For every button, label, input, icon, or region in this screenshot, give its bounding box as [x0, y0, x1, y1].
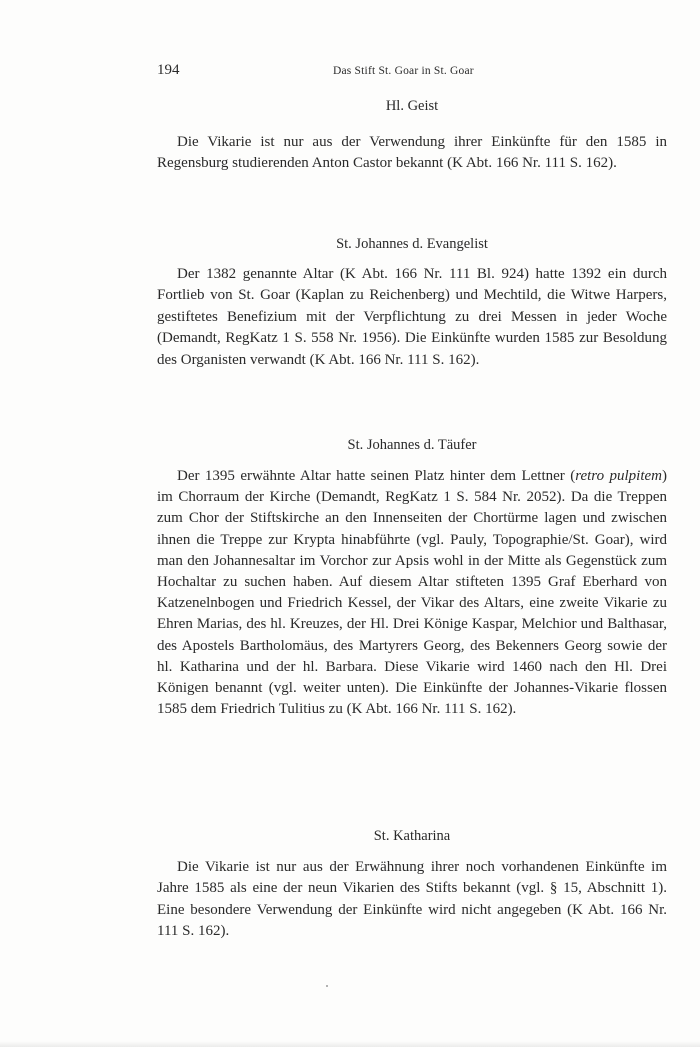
paragraph-text-start: Der 1395 erwähnte Altar hatte seinen Platz hinter dem Lettner ( [177, 468, 576, 484]
running-title: Das Stift St. Goar in St. Goar [333, 65, 474, 77]
section-heading-johannes-taeufer: St. Johannes d. Täufer [347, 437, 477, 453]
latin-phrase: retro pulpitem [575, 468, 662, 484]
section-heading-katharina: St. Katharina [373, 828, 451, 844]
paragraph-hl-geist: Die Vikarie ist nur aus der Verwendung ihrer Einkünfte für den 1585 in Regensburg studierenden Anton Castor bekannt (K Abt. 166 Nr. 111 S. 162). [157, 134, 667, 172]
paragraph-katharina: Die Vikarie ist nur aus der Erwähnung ihrer noch vorhandenen Einkünfte im Jahre 1585 als eine der neun Vikarien des Stifts bekannt (vgl. § 15, Abschnitt 1). Eine besondere Verwendung der Einkünfte wird nicht angegeben (K Abt. 166 Nr. 111 S. 162). [157, 859, 667, 940]
scan-speck [326, 985, 328, 987]
running-head [157, 62, 667, 82]
page-number: 194 [157, 62, 180, 78]
paragraph-text-rest: ) im Chorraum der Kirche (Demandt, RegKatz 1 S. 584 Nr. 2052). Da die Treppen zum Chor der Stiftskirche an den Innenseiten der Chortürme lagen und zwischen ihnen die Treppe zur Krypta hinabführte (vgl. Pauly, Topographie/St. Goar), wird man den Johannesaltar im Vorchor zur Apsis wohl in der Mitte als Gegenstück zum Hochaltar zu suchen haben. Auf diesem Altar stifteten 1395 Graf Eberhard von Katzenelnbogen und Friedrich Kessel, der Vikar des Altars, eine zweite Vikarie zu Ehren Marias, des hl. Kreuzes, der Hl. Drei Könige Kaspar, Melchior und Balthasar, des Apostels Bartholomäus, des Martyrers Georg, des Bekenners Georg sowie der hl. Katharina und der hl. Barbara. Diese Vikarie wird 1460 nach den Hl. Drei Königen benannt (vgl. weiter unten). Die Einkünfte der Johannes-Vikarie flossen 1585 dem Friedrich Tulitius zu (K Abt. 166 Nr. 111 S. 162). [157, 468, 667, 718]
section-heading-johannes-evangelist: St. Johannes d. Evangelist [336, 236, 488, 252]
paragraph-johannes-evangelist: Der 1382 genannte Altar (K Abt. 166 Nr. 111 Bl. 924) hatte 1392 ein durch Fortlieb von St. Goar (Kaplan zu Reichenberg) und Mechtild, die Witwe Harpers, gestiftetes Benefizium mit der Verpflichtung zu drei Messen in jeder Woche (Demandt, RegKatz 1 S. 558 Nr. 1956). Die Einkünfte wurden 1585 zur Besoldung des Organisten verwandt (K Abt. 166 Nr. 111 S. 162). [157, 266, 667, 368]
paragraph-johannes-taeufer [157, 466, 667, 720]
section-heading-hl-geist: Hl. Geist [385, 98, 439, 114]
scan-edge [0, 1041, 700, 1047]
